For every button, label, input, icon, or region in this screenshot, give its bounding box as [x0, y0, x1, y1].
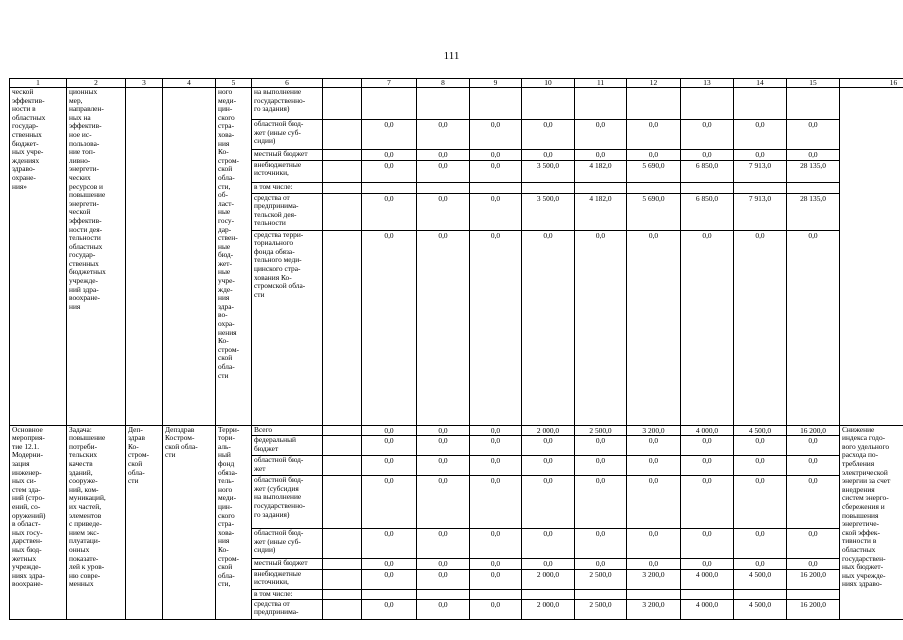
- value-cell: [575, 589, 627, 599]
- value-cell: 0,0: [362, 193, 417, 230]
- value-cell: [470, 182, 522, 193]
- value-cell: 16 200,0: [787, 425, 840, 436]
- value-cell: 0,0: [627, 456, 681, 476]
- value-cell: 2 500,0: [575, 569, 627, 589]
- value-cell: 28 135,0: [787, 160, 840, 182]
- value-cell: [787, 589, 840, 599]
- value-cell: [627, 88, 681, 120]
- value-cell: [575, 182, 627, 193]
- value-cell: 0,0: [470, 160, 522, 182]
- empty-cell: [323, 569, 362, 589]
- value-cell: 0,0: [627, 559, 681, 570]
- empty-cell: [323, 529, 362, 559]
- value-cell: [470, 589, 522, 599]
- coordinator-cell: Депздрав Костром- ской обла- сти: [163, 425, 216, 619]
- value-cell: 0,0: [362, 569, 417, 589]
- value-cell: 0,0: [417, 476, 470, 529]
- value-cell: 0,0: [734, 230, 787, 425]
- value-cell: 0,0: [681, 476, 734, 529]
- page-number: 111: [443, 50, 460, 62]
- value-cell: 16 200,0: [787, 599, 840, 619]
- value-cell: [470, 88, 522, 120]
- empty-cell: [323, 599, 362, 619]
- value-cell: 0,0: [575, 230, 627, 425]
- value-cell: 0,0: [417, 120, 470, 150]
- value-cell: 0,0: [522, 150, 575, 161]
- value-cell: 3 500,0: [522, 160, 575, 182]
- value-cell: 4 500,0: [734, 599, 787, 619]
- col-header: 4: [163, 79, 216, 88]
- funding-source-cell: местный бюджет: [252, 150, 323, 161]
- value-cell: 0,0: [417, 150, 470, 161]
- col-header: 10: [522, 79, 575, 88]
- value-cell: 0,0: [522, 230, 575, 425]
- value-cell: 5 690,0: [627, 193, 681, 230]
- table-row: [10, 88, 903, 120]
- value-cell: [417, 182, 470, 193]
- funding-source-cell: внебюджетные источники,: [252, 160, 323, 182]
- value-cell: 0,0: [787, 230, 840, 425]
- value-cell: [417, 589, 470, 599]
- value-cell: 0,0: [417, 160, 470, 182]
- value-cell: 0,0: [362, 230, 417, 425]
- value-cell: 0,0: [362, 120, 417, 150]
- col-header: 12: [627, 79, 681, 88]
- value-cell: 2 500,0: [575, 599, 627, 619]
- value-cell: 7 913,0: [734, 193, 787, 230]
- value-cell: 0,0: [470, 120, 522, 150]
- funding-source-cell: местный бюджет: [252, 559, 323, 570]
- value-cell: 0,0: [417, 193, 470, 230]
- value-cell: 0,0: [681, 456, 734, 476]
- empty-cell: [323, 88, 362, 120]
- value-cell: 28 135,0: [787, 193, 840, 230]
- value-cell: 0,0: [417, 599, 470, 619]
- empty-cell: [323, 120, 362, 150]
- col-header: 15: [787, 79, 840, 88]
- value-cell: 0,0: [522, 120, 575, 150]
- value-cell: 0,0: [575, 436, 627, 456]
- funding-source-cell: областной бюд- жет (иные суб- сидии): [252, 120, 323, 150]
- value-cell: [681, 589, 734, 599]
- value-cell: 0,0: [470, 193, 522, 230]
- value-cell: 0,0: [575, 476, 627, 529]
- col-header: 3: [126, 79, 163, 88]
- value-cell: 0,0: [470, 425, 522, 436]
- value-cell: 0,0: [362, 599, 417, 619]
- value-cell: 0,0: [470, 569, 522, 589]
- value-cell: 0,0: [787, 529, 840, 559]
- value-cell: 4 000,0: [681, 425, 734, 436]
- expected-result-cell: Снижение индекса годо- вого удельного расхода по- требления электрической энергии за счет внедрения систем энерго- сбережения и повышения энергетиче- ской эффек- тивности в областных государствен- ных бюджет- ных учрежде- ниях здраво-: [840, 425, 903, 619]
- col-header: 7: [362, 79, 417, 88]
- value-cell: 0,0: [470, 150, 522, 161]
- value-cell: 0,0: [681, 230, 734, 425]
- col-header: 6: [252, 79, 323, 88]
- value-cell: 2 000,0: [522, 599, 575, 619]
- value-cell: [362, 88, 417, 120]
- funding-source-cell: федеральный бюджет: [252, 436, 323, 456]
- value-cell: 0,0: [575, 529, 627, 559]
- value-cell: 0,0: [470, 476, 522, 529]
- value-cell: 7 913,0: [734, 160, 787, 182]
- col-header: [323, 79, 362, 88]
- value-cell: 0,0: [681, 120, 734, 150]
- value-cell: 4 182,0: [575, 160, 627, 182]
- activity-name-cell: Основное мероприя- тие 12.1. Модерни- зация инженер- ных си- стем зда- ний (стро- ений, со- оружений) в област- ных госу- дарствен- ных бюд- жетных учрежде- ниях здра- воохране-: [10, 425, 67, 619]
- value-cell: 0,0: [362, 476, 417, 529]
- responsible-cell: Деп- здрав Ко- стром- ской обла- сти: [126, 425, 163, 619]
- value-cell: 0,0: [787, 120, 840, 150]
- value-cell: 0,0: [362, 425, 417, 436]
- coordinator-cell: [163, 88, 216, 426]
- task-cell: ционных мер, направлен- ных на эффектив- ное ис- пользова- ние топ- ливно- энергети- ческих ресурсов и повышение энергети- ческой эффектив- ности дея- тельности областных государ- ственных бюджетных учрежде- ний здра- воохране- ния: [67, 88, 126, 426]
- value-cell: 0,0: [417, 456, 470, 476]
- expected-result-cell: [840, 88, 903, 426]
- value-cell: 0,0: [734, 120, 787, 150]
- value-cell: [734, 88, 787, 120]
- value-cell: 5 690,0: [627, 160, 681, 182]
- value-cell: 0,0: [627, 230, 681, 425]
- empty-cell: [323, 589, 362, 599]
- value-cell: 0,0: [787, 436, 840, 456]
- value-cell: 3 200,0: [627, 599, 681, 619]
- col-header: 2: [67, 79, 126, 88]
- value-cell: [681, 182, 734, 193]
- funding-source-cell: Всего: [252, 425, 323, 436]
- value-cell: [417, 88, 470, 120]
- value-cell: 0,0: [417, 425, 470, 436]
- empty-cell: [323, 193, 362, 230]
- funding-source-cell: в том числе:: [252, 589, 323, 599]
- value-cell: 0,0: [627, 436, 681, 456]
- responsible-cell: [126, 88, 163, 426]
- value-cell: 0,0: [522, 436, 575, 456]
- empty-cell: [323, 436, 362, 456]
- value-cell: 4 500,0: [734, 569, 787, 589]
- value-cell: 0,0: [470, 230, 522, 425]
- value-cell: 0,0: [362, 436, 417, 456]
- value-cell: 0,0: [362, 529, 417, 559]
- value-cell: 0,0: [787, 559, 840, 570]
- value-cell: 0,0: [734, 559, 787, 570]
- value-cell: 2 500,0: [575, 425, 627, 436]
- value-cell: [522, 182, 575, 193]
- value-cell: 0,0: [627, 529, 681, 559]
- value-cell: [787, 182, 840, 193]
- value-cell: 0,0: [734, 529, 787, 559]
- value-cell: [681, 88, 734, 120]
- value-cell: 0,0: [575, 150, 627, 161]
- value-cell: [575, 88, 627, 120]
- value-cell: 0,0: [787, 476, 840, 529]
- funding-source-cell: внебюджетные источники,: [252, 569, 323, 589]
- value-cell: [522, 88, 575, 120]
- col-header: 13: [681, 79, 734, 88]
- value-cell: 0,0: [417, 436, 470, 456]
- value-cell: 0,0: [470, 436, 522, 456]
- value-cell: 4 000,0: [681, 599, 734, 619]
- col-header: 1: [10, 79, 67, 88]
- value-cell: 0,0: [522, 559, 575, 570]
- value-cell: 0,0: [470, 599, 522, 619]
- value-cell: 0,0: [522, 456, 575, 476]
- value-cell: 0,0: [681, 436, 734, 456]
- value-cell: [787, 88, 840, 120]
- funding-source-cell: средства терри- ториального фонда обяза- тельного меди- цинского стра- хования Ко- стромской обла- сти: [252, 230, 323, 425]
- executors-cell: Терри- тори- аль- ный фонд обяза- тель- ного меди- цин- ского стра- хова- ния Ко- стром- ской обла- сти,: [216, 425, 252, 619]
- value-cell: 4 500,0: [734, 425, 787, 436]
- value-cell: 0,0: [627, 150, 681, 161]
- funding-source-cell: средства от предпринима-: [252, 599, 323, 619]
- value-cell: 0,0: [734, 456, 787, 476]
- value-cell: [362, 182, 417, 193]
- value-cell: 0,0: [734, 436, 787, 456]
- value-cell: 0,0: [787, 150, 840, 161]
- value-cell: 0,0: [627, 120, 681, 150]
- value-cell: [734, 589, 787, 599]
- value-cell: 0,0: [362, 456, 417, 476]
- value-cell: 4 000,0: [681, 569, 734, 589]
- col-header: 14: [734, 79, 787, 88]
- value-cell: 16 200,0: [787, 569, 840, 589]
- col-header: 5: [216, 79, 252, 88]
- value-cell: 0,0: [681, 559, 734, 570]
- col-header: 16: [840, 79, 903, 88]
- empty-cell: [323, 456, 362, 476]
- col-header: 11: [575, 79, 627, 88]
- funding-table: [9, 78, 903, 620]
- value-cell: 0,0: [470, 529, 522, 559]
- value-cell: 0,0: [681, 150, 734, 161]
- value-cell: 3 500,0: [522, 193, 575, 230]
- value-cell: 4 182,0: [575, 193, 627, 230]
- funding-source-cell: на выполнение государственно- го задания): [252, 88, 323, 120]
- value-cell: 0,0: [734, 150, 787, 161]
- empty-cell: [323, 476, 362, 529]
- value-cell: 0,0: [470, 456, 522, 476]
- value-cell: 0,0: [575, 456, 627, 476]
- value-cell: 3 200,0: [627, 425, 681, 436]
- value-cell: 0,0: [470, 559, 522, 570]
- value-cell: 2 000,0: [522, 569, 575, 589]
- empty-cell: [323, 150, 362, 161]
- value-cell: 0,0: [734, 476, 787, 529]
- header-row: [10, 79, 903, 88]
- empty-cell: [323, 559, 362, 570]
- value-cell: 0,0: [522, 476, 575, 529]
- value-cell: 0,0: [522, 529, 575, 559]
- funding-source-cell: в том числе:: [252, 182, 323, 193]
- task-cell: Задача: повышение потреби- тельских качеств зданий, сооруже- ний, ком- муникаций, их частей, элементов с приведе- нием экс- плуатаци- онных показате- лей к уров- ню совре- менных: [67, 425, 126, 619]
- col-header: 8: [417, 79, 470, 88]
- value-cell: [522, 589, 575, 599]
- value-cell: 0,0: [362, 150, 417, 161]
- table-row: [10, 425, 903, 436]
- col-header: 9: [470, 79, 522, 88]
- funding-source-cell: областной бюд- жет (иные суб- сидии): [252, 529, 323, 559]
- value-cell: 6 850,0: [681, 193, 734, 230]
- value-cell: 3 200,0: [627, 569, 681, 589]
- value-cell: 0,0: [417, 230, 470, 425]
- value-cell: 0,0: [627, 476, 681, 529]
- value-cell: 0,0: [417, 559, 470, 570]
- value-cell: 0,0: [417, 529, 470, 559]
- activity-name-cell: ческой эффектив- ности в областных государ- ственных бюджет- ных учре- ждениях здраво- охране- ния»: [10, 88, 67, 426]
- empty-cell: [323, 425, 362, 436]
- value-cell: 0,0: [362, 160, 417, 182]
- empty-cell: [323, 230, 362, 425]
- executors-cell: ного меди- цин- ского стра- хова- ния Ко- стром- ской обла- сти, об- ласт- ные госу- дар- ствен- ные бюд- жет- ные учре- жде- ния здра- во- охра- нения Ко- стром- ской обла- сти: [216, 88, 252, 426]
- value-cell: 0,0: [417, 569, 470, 589]
- value-cell: 0,0: [787, 456, 840, 476]
- empty-cell: [323, 160, 362, 182]
- value-cell: 0,0: [575, 559, 627, 570]
- value-cell: 0,0: [681, 529, 734, 559]
- value-cell: [627, 589, 681, 599]
- value-cell: 6 850,0: [681, 160, 734, 182]
- empty-cell: [323, 182, 362, 193]
- value-cell: [627, 182, 681, 193]
- funding-source-cell: областной бюд- жет (субсидия на выполнение государственно- го задания): [252, 476, 323, 529]
- value-cell: 2 000,0: [522, 425, 575, 436]
- value-cell: [362, 589, 417, 599]
- funding-source-cell: областной бюд- жет: [252, 456, 323, 476]
- value-cell: [734, 182, 787, 193]
- funding-source-cell: средства от предпринима- тельской дея- тельности: [252, 193, 323, 230]
- value-cell: 0,0: [362, 559, 417, 570]
- value-cell: 0,0: [575, 120, 627, 150]
